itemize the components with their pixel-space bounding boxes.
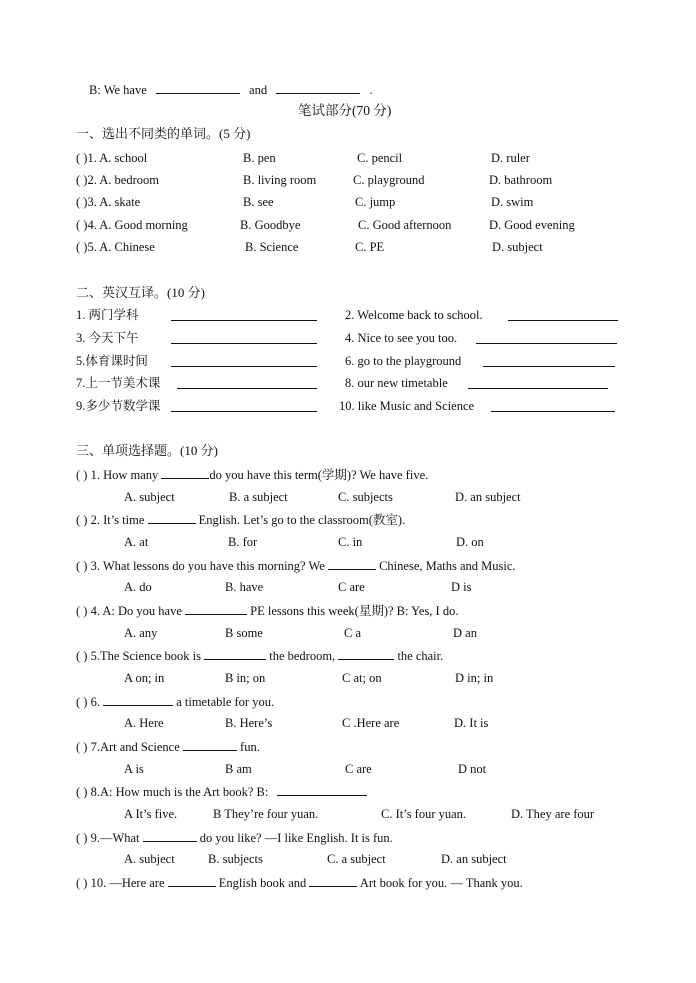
answer-blank[interactable] [338,647,394,660]
option: A. at [124,535,149,549]
answer-blank[interactable] [168,874,216,887]
option: B. have [225,580,264,594]
question-num: ( )2. A. bedroom [76,173,159,187]
translate-item: 5.体育课时间 [76,354,148,368]
top-line-prefix: B: We have [89,83,147,97]
answer-paren[interactable]: ( ) [76,604,88,618]
answer-blank[interactable] [161,466,209,479]
translate-item: 8. our new timetable [345,376,448,390]
question-text: PE lessons this week(星期)? B: Yes, I do. [250,604,459,618]
option: A. Here [124,716,164,730]
option-d: D. subject [492,240,543,254]
option: C. It’s four yuan. [381,807,467,821]
option: B am [225,762,252,776]
section1-heading: 一、选出不同类的单词。(5 分) [76,126,251,141]
question-text: do you have this term(学期)? We have five. [209,468,429,482]
top-line-and: and [249,83,268,97]
answer-blank[interactable] [156,81,240,94]
answer-blank[interactable] [468,376,608,389]
translate-item: 6. go to the playground [345,354,462,368]
answer-paren[interactable]: ( ) [76,831,88,845]
option: A. do [124,580,152,594]
answer-paren[interactable]: ( ) [76,876,88,890]
option: D. They are four [511,807,595,821]
question-num: ( )3. A. skate [76,195,141,209]
answer-blank[interactable] [171,308,317,321]
answer-blank[interactable] [309,874,357,887]
question-num: ( )1. A. school [76,151,148,165]
option: B. for [228,535,258,549]
question [76,738,260,755]
answer-blank[interactable] [328,557,376,570]
question [76,647,443,664]
answer-blank[interactable] [177,376,317,389]
option: D an [453,626,477,640]
answer-blank[interactable] [483,354,615,367]
option-b: B. Goodbye [240,218,301,232]
option: D. an subject [455,490,521,504]
option: A It’s five. [124,807,178,821]
question-text: Art book for you. — Thank you. [359,876,523,890]
option: B in; on [225,671,266,685]
option: A. any [124,626,158,640]
question [76,466,428,483]
answer-blank[interactable] [491,399,615,412]
option: D. It is [454,716,489,730]
option-c: C. jump [355,195,396,209]
question-text: English book and [218,876,307,890]
answer-paren[interactable]: ( ) [76,513,88,527]
option: B. subjects [208,852,263,866]
option-c: C. playground [353,173,425,187]
answer-paren[interactable]: ( ) [76,695,88,709]
option-d: D. Good evening [489,218,575,232]
answer-blank[interactable] [171,399,317,412]
question-text: 5.The Science book is [90,649,201,663]
option: A. subject [124,852,175,866]
option: C at; on [342,671,382,685]
section2-heading: 二、英汉互译。(10 分) [76,285,205,300]
option-b: B. pen [243,151,276,165]
option: C .Here are [342,716,400,730]
top-line-end: . [369,83,373,97]
answer-blank[interactable] [143,829,197,842]
answer-blank[interactable] [276,81,360,94]
answer-paren[interactable]: ( ) [76,559,88,573]
option: D not [458,762,487,776]
question-text: the bedroom, [269,649,336,663]
option-c: C. Good afternoon [358,218,452,232]
question-text: a timetable for you. [176,695,275,709]
question-text: 10. —Here are [90,876,165,890]
question [76,557,516,574]
translate-item: 3. 今天下午 [76,331,139,345]
answer-blank[interactable] [171,354,317,367]
option: A is [124,762,144,776]
translate-item: 1. 两门学科 [76,308,139,322]
answer-paren[interactable]: ( ) [76,468,88,482]
question [76,693,274,710]
option: D in; in [455,671,494,685]
answer-blank[interactable] [508,308,618,321]
question-text: 3. What lessons do you have this morning? We [90,559,325,573]
option: A on; in [124,671,165,685]
option: C. subjects [338,490,393,504]
question-text: the chair. [397,649,444,663]
question [76,874,523,891]
option-d: D. ruler [491,151,530,165]
translate-item: 10. like Music and Science [339,399,475,413]
translate-item: 7.上一节美术课 [76,376,161,390]
option: B some [225,626,263,640]
option: D. on [456,535,484,549]
question-text: English. Let’s go to the classroom(教室). [198,513,406,527]
option-b: B. see [243,195,274,209]
answer-blank[interactable] [476,331,617,344]
translate-item: 2. Welcome back to school. [345,308,483,322]
option: C. in [338,535,363,549]
translate-item: 4. Nice to see you too. [345,331,458,345]
question-text: fun. [240,740,260,754]
option: B They’re four yuan. [213,807,319,821]
option-d: D. swim [491,195,534,209]
question-text: Chinese, Maths and Music. [379,559,516,573]
question-text: 9.—What [90,831,140,845]
question-num: ( )4. A. Good morning [76,218,188,232]
option: D. an subject [441,852,507,866]
option: A. subject [124,490,175,504]
option: D is [451,580,472,594]
answer-blank[interactable] [148,511,196,524]
option: B. a subject [229,490,288,504]
top-line [89,81,372,98]
question-text: do you like? —I like English. It is fun. [199,831,393,845]
answer-blank[interactable] [277,783,367,796]
question [76,783,367,800]
option: B. Here’s [225,716,273,730]
option: C are [345,762,372,776]
page-title: 笔试部分(70 分) [298,103,392,118]
translate-item: 9.多少节数学课 [76,399,161,413]
question [76,602,458,619]
answer-blank[interactable] [103,693,173,706]
question-text: 7.Art and Science [90,740,180,754]
question-text: 4. A: Do you have [90,604,182,618]
section3-heading: 三、单项选择题。(10 分) [76,443,218,458]
option-d: D. bathroom [489,173,553,187]
answer-blank[interactable] [185,602,247,615]
answer-paren[interactable]: ( ) [76,740,88,754]
option-b: B. living room [243,173,317,187]
option: C are [338,580,365,594]
answer-blank[interactable] [183,738,237,751]
answer-blank[interactable] [171,331,317,344]
question [76,829,393,846]
answer-paren[interactable]: ( ) [76,649,88,663]
option: C a [344,626,362,640]
question-text: 8.A: How much is the Art book? B: [90,785,269,799]
question-text: 1. How many [90,468,159,482]
option-c: C. PE [355,240,385,254]
question [76,511,405,528]
option-c: C. pencil [357,151,403,165]
option-b: B. Science [245,240,299,254]
question-text: 2. It’s time [90,513,145,527]
option: C. a subject [327,852,386,866]
question-text: 6. [90,695,100,709]
answer-blank[interactable] [204,647,266,660]
answer-paren[interactable]: ( ) [76,785,88,799]
question-num: ( )5. A. Chinese [76,240,155,254]
